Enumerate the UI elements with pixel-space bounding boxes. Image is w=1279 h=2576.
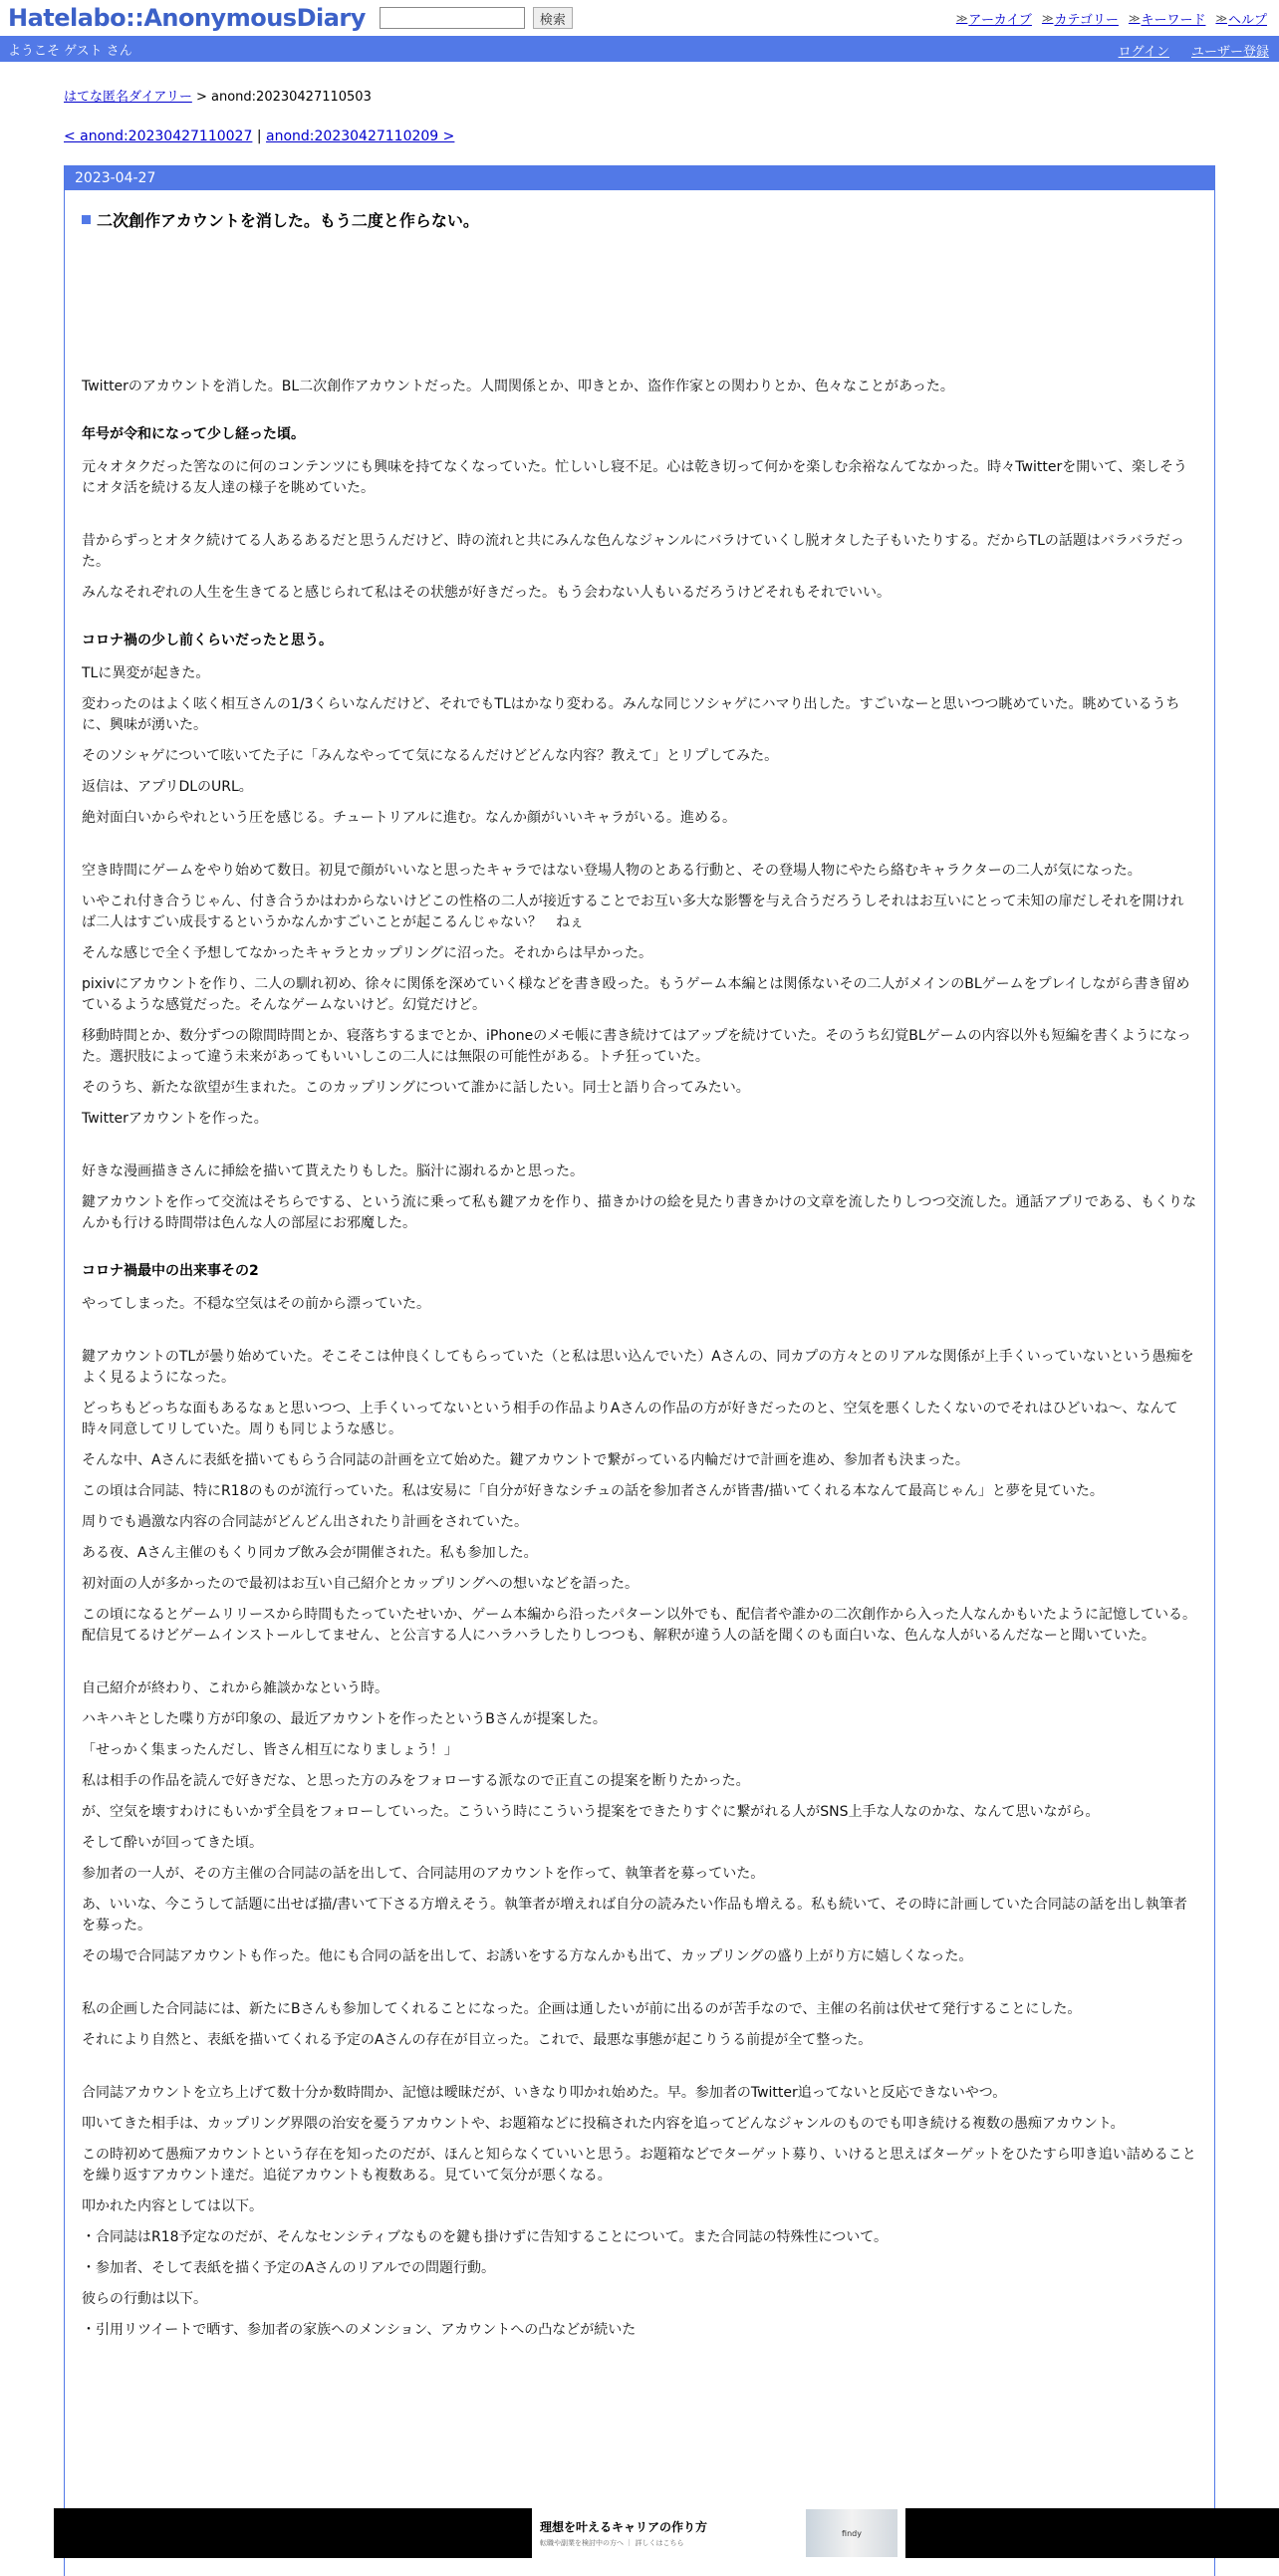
entry-paragraph: そんな中、Aさんに表紙を描いてもらう合同誌の計画を立て始めた。鍵アカウントで繋がっている内輪だけで計画を進め、参加者も決まった。 bbox=[82, 1452, 969, 1468]
nav-keyword-label: キーワード bbox=[1141, 13, 1206, 28]
chevron-right-icon: ≫ bbox=[1041, 12, 1054, 25]
paragraph-gap bbox=[82, 1325, 1196, 1347]
entry-body bbox=[82, 377, 1196, 2341]
nav-keyword-link[interactable] bbox=[1129, 9, 1206, 28]
breadcrumb-current: anond:20230427110503 bbox=[211, 90, 372, 105]
entry bbox=[65, 190, 1214, 2341]
entry-section-heading: 年号が令和になって少し経った頃。 bbox=[82, 426, 305, 442]
entry-paragraph: 参加者の一人が、その方主催の合同誌の話を出して、合同誌用のアカウントを作って、執筆者を募っていた。 bbox=[82, 1866, 765, 1882]
entry-paragraph: みんなそれぞれの人生を生きてると感じられて私はその状態が好きだった。もう会わない人もいるだろうけどそれもそれでいい。 bbox=[82, 585, 891, 601]
nav-archive-label: アーカイブ bbox=[968, 13, 1032, 28]
user-bar bbox=[0, 36, 1279, 62]
user-links bbox=[1119, 41, 1269, 60]
entry-paragraph: そんな感じで全く予想してなかったキャラとカップリングに沼った。それからは早かった。 bbox=[82, 945, 653, 961]
ad-photo-label: findy bbox=[842, 2528, 862, 2538]
entry-paragraph: いやこれ付き合うじゃん、付き合うかはわからないけどこの性格の二人が接近することでお互い多大な影響を与え合うだろうしそれはお互いにとって未知の扉だしそれを開ければ二人はすごい成長するというかなんかすごいことが起こるんじゃない？ ねぇ bbox=[82, 894, 1184, 930]
paragraph-gap bbox=[82, 509, 1196, 531]
entry-section-heading: コロナ禍最中の出来事その2 bbox=[82, 1263, 259, 1279]
entry-paragraph: 彼らの行動は以下。 bbox=[82, 2291, 207, 2307]
entry-paragraph: 返信は、アプリDLのURL。 bbox=[82, 779, 253, 795]
entry-paragraph: 初対面の人が多かったので最初はお互い自己紹介とカップリングへの想いなどを語った。 bbox=[82, 1576, 640, 1592]
entry-paragraph: 周りでも過激な内容の合同誌がどんどん出されたり計画をされていた。 bbox=[82, 1514, 528, 1530]
entry-paragraph: 空き時間にゲームをやり始めて数日。初見で顔がいいなと思ったキャラではない登場人物のとある行動と、その登場人物にやたら絡むキャラクターの二人が気になった。 bbox=[82, 863, 1142, 879]
entry-paragraph: ・合同誌はR18予定なのだが、そんなセンシティブなものを鍵も掛けずに告知することについて。また合同誌の特殊性について。 bbox=[82, 2229, 888, 2245]
register-link[interactable]: ユーザー登録 bbox=[1190, 45, 1269, 60]
paragraph-gap bbox=[82, 1657, 1196, 1678]
entry-permalink-square-icon[interactable] bbox=[82, 215, 91, 224]
ad-text bbox=[540, 2518, 806, 2548]
chevron-right-icon: ≫ bbox=[1215, 12, 1227, 25]
entry-paragraph: 元々オタクだった筈なのに何のコンテンツにも興味を持てなくなっていた。忙しいし寝不足。心は乾き切って何かを楽しむ余裕なんてなかった。時々Twitterを開いて、楽しそうにオタ活を続ける友人達の様子を眺めていた。 bbox=[82, 459, 1187, 496]
entry-paragraph: pixivにアカウントを作り、二人の馴れ初め、徐々に関係を深めていく様などを書き殴った。もうゲーム本編とは関係ないその二人がメインのBLゲームをプレイしながら書き留めているような感覚だった。そんなゲームないけど。幻覚だけど。 bbox=[82, 976, 1190, 1013]
breadcrumb-home-link[interactable]: はてな匿名ダイアリー bbox=[64, 90, 192, 105]
top-nav bbox=[956, 9, 1267, 28]
nav-category-link[interactable] bbox=[1042, 9, 1119, 28]
entry-paragraph: ・参加者、そして表紙を描く予定のAさんのリアルでの問題行動。 bbox=[82, 2260, 496, 2276]
welcome-text: ようこそ ゲスト さん bbox=[8, 43, 132, 59]
entry-paragraph: ・引用リツイートで晒す、参加者の家族へのメンション、アカウントへの凸などが続いた bbox=[82, 2322, 637, 2338]
prev-entry-link[interactable]: < anond:20230427110027 bbox=[64, 129, 253, 144]
entry-paragraph: ハキハキとした喋り方が印象の、最近アカウントを作ったというBさんが提案した。 bbox=[82, 1711, 607, 1727]
chevron-right-icon: ≫ bbox=[1128, 12, 1141, 25]
entry-title-text: 二次創作アカウントを消した。もう二度と作らない。 bbox=[97, 211, 479, 230]
top-header bbox=[0, 0, 1279, 36]
ad-banner[interactable] bbox=[532, 2508, 905, 2558]
ad-subtitle: 転職や副業を検討中の方へ ｜ 詳しくはこちら bbox=[540, 2539, 684, 2547]
entry-paragraph: 移動時間とか、数分ずつの隙間時間とか、寝落ちするまでとか、iPhoneのメモ帳に書き続けてはアップを続けていた。そのうち幻覚BLゲームの内容以外も短編を書くようになった。選択肢によって違う未来があってもいいしこの二人には無限の可能性がある。トチ狂っていた。 bbox=[82, 1028, 1191, 1065]
entry-paragraph: 昔からずっとオタク続けてる人あるあるだと思うんだけど、時の流れと共にみんな色んなジャンルにバラけていくし脱オタした子もいたりする。だからTLの話題はバラバラだった。 bbox=[82, 533, 1184, 570]
breadcrumb-separator: > bbox=[191, 90, 212, 105]
entry-paragraph: 合同誌アカウントを立ち上げて数十分か数時間か、記憶は曖昧だが、いきなり叩かれ始めた。早。参加者のTwitter追ってないと反応できないやつ。 bbox=[82, 2085, 1007, 2101]
login-link[interactable]: ログイン bbox=[1118, 45, 1169, 60]
entry-paragraph: Twitterのアカウントを消した。BL二次創作アカウントだった。人間関係とか、叩きとか、盗作作家との関わりとか、色々なことがあった。 bbox=[82, 379, 954, 394]
site-logo[interactable]: Hatelabo::AnonymousDiary bbox=[8, 4, 366, 32]
entry-paragraph: 好きな漫画描きさんに挿絵を描いて貰えたりもした。脳汁に溺れるかと思った。 bbox=[82, 1163, 584, 1179]
entry-paragraph: あ、いいな、今こうして話題に出せば描/書いて下さる方増えそう。執筆者が増えれば自分の読みたい作品も増える。私も続いて、その時に計画していた合同誌の話を出し執筆者を募った。 bbox=[82, 1897, 1187, 1933]
entry-title bbox=[82, 208, 1196, 231]
next-entry-link[interactable]: anond:20230427110209 > bbox=[266, 129, 455, 144]
paragraph-gap bbox=[82, 1977, 1196, 1999]
entry-paragraph: この頃は合同誌、特にR18のものが流行っていた。私は安易に「自分が好きなシチュの話を参加者さんが皆書/描いてくれる本なんて最高じゃん」と夢を見ていた。 bbox=[82, 1483, 1104, 1499]
paragraph-gap bbox=[82, 839, 1196, 861]
nav-help-link[interactable] bbox=[1215, 9, 1267, 28]
chevron-right-icon: ≫ bbox=[955, 12, 968, 25]
entry-paragraph: 鍵アカウントを作って交流はそちらでする、という流に乗って私も鍵アカを作り、描きかけの絵を見たり書きかけの文章を流したりしつつ交流した。通話アプリである、もくりなんかも行ける時間帯は色んな人の部屋にお邪魔した。 bbox=[82, 1194, 1197, 1231]
entry-paragraph: 絶対面白いからやれという圧を感じる。チュートリアルに進む。なんか顔がいいキャラがいる。進める。 bbox=[82, 810, 737, 826]
search-button[interactable]: 検索 bbox=[533, 7, 573, 29]
entry-paragraph: Twitterアカウントを作った。 bbox=[82, 1111, 268, 1127]
main-content bbox=[0, 86, 1279, 2576]
entry-paragraph: この頃になるとゲームリリースから時間もたっていたせいか、ゲーム本編から沿ったパターン以外でも、配信者や誰かの二次創作から入った人なんかもいたように記憶している。配信見てるけどゲームインストールしてません、と公言する人にハラハラしたりしつつも、解釈が違う人の話を聞くのも面白いな、色んな人がいるんだなーと聞いていた。 bbox=[82, 1607, 1197, 1644]
entry-paragraph: が、空気を壊すわけにもいかず全員をフォローしていった。こういう時にこういう提案をできたりすぐに繋がれる人がSNS上手な人なのかな、なんて思いながら。 bbox=[82, 1804, 1100, 1820]
search-input[interactable] bbox=[380, 7, 525, 29]
entry-pager bbox=[64, 129, 1215, 144]
day-section bbox=[64, 165, 1215, 2576]
entry-paragraph: そして酔いが回ってきた頃。 bbox=[82, 1835, 263, 1851]
entry-paragraph: やってしまった。不穏な空気はその前から漂っていた。 bbox=[82, 1296, 430, 1312]
entry-paragraph: 「せっかく集まったんだし、皆さん相互になりましょう！」 bbox=[82, 1742, 458, 1758]
entry-paragraph: TLに異変が起きた。 bbox=[82, 665, 210, 681]
nav-help-label: ヘルプ bbox=[1227, 13, 1267, 28]
entry-paragraph: 変わったのはよく呟く相互さんの1/3くらいなんだけど、それでもTLはかなり変わる。みんな同じソシャゲにハマり出した。すごいなーと思いつつ眺めていた。眺めているうちに、興味が湧いた。 bbox=[82, 696, 1180, 733]
entry-paragraph: そのソシャゲについて呟いてた子に「みんなやってて気になるんだけどどんな内容？教えて」とリプしてみた。 bbox=[82, 748, 779, 764]
entry-paragraph: その場で合同誌アカウントも作った。他にも合同の話を出して、お誘いをする方なんかも出て、カップリングの盛り上がり方に嬉しくなった。 bbox=[82, 1948, 973, 1964]
entry-paragraph: それにより自然と、表紙を描いてくれる予定のAさんの存在が目立った。これで、最悪な事態が起こりうる前提が全て整った。 bbox=[82, 2032, 873, 2048]
entry-paragraph: どっちもどっちな面もあるなぁと思いつつ、上手くいってないという相手の作品よりAさんの作品の方が好きだったのと、空気を悪くしたくないのでそれはひどいね〜、なんて時々同意してリしていた。周りも同じような感じ。 bbox=[82, 1401, 1178, 1437]
breadcrumb bbox=[64, 86, 1215, 105]
entry-paragraph: 私の企画した合同誌には、新たにBさんも参加してくれることになった。企画は通したいが前に出るのが苦手なので、主催の名前は伏せて発行することにした。 bbox=[82, 2001, 1082, 2017]
paragraph-gap bbox=[82, 1140, 1196, 1161]
ad-title: 理想を叶えるキャリアの作り方 bbox=[540, 2520, 708, 2534]
pager-separator: | bbox=[252, 129, 267, 144]
entry-paragraph: 叩いてきた相手は、カップリング界隈の治安を憂うアカウントや、お題箱などに投稿された内容を追ってどんなジャンルのものでも叩き続ける複数の愚痴アカウント。 bbox=[82, 2116, 1125, 2132]
day-date: 2023-04-27 bbox=[65, 166, 1214, 190]
entry-paragraph: 自己紹介が終わり、これから雑談かなという時。 bbox=[82, 1680, 388, 1696]
entry-paragraph: 叩かれた内容としては以下。 bbox=[82, 2198, 263, 2214]
entry-section-heading: コロナ禍の少し前くらいだったと思う。 bbox=[82, 633, 333, 648]
nav-archive-link[interactable] bbox=[956, 9, 1032, 28]
entry-paragraph: 鍵アカウントのTLが曇り始めていた。そこそこは仲良くしてもらっていた（と私は思い込んでいた）Aさんの、同カプの方々とのリアルな関係が上手くいっていないという愚痴をよく見るようになった。 bbox=[82, 1349, 1194, 1386]
entry-paragraph: ある夜、Aさん主催のもくり同カプ飲み会が開催された。私も参加した。 bbox=[82, 1545, 538, 1561]
ad-photo bbox=[806, 2509, 897, 2557]
ad-bar bbox=[54, 2508, 1279, 2558]
nav-category-label: カテゴリー bbox=[1054, 13, 1119, 28]
entry-paragraph: そのうち、新たな欲望が生まれた。このカップリングについて誰かに話したい。同士と語り合ってみたい。 bbox=[82, 1080, 750, 1096]
entry-paragraph: 私は相手の作品を読んで好きだな、と思った方のみをフォローする派なので正直この提案を断りたかった。 bbox=[82, 1773, 750, 1789]
paragraph-gap bbox=[82, 2061, 1196, 2083]
entry-paragraph: この時初めて愚痴アカウントという存在を知ったのだが、ほんと知らなくていいと思う。お題箱などでターゲット募り、いけると思えばターゲットをひたすら叩き追い詰めることを繰り返すアカウント達だ。追従アカウントも複数ある。見ていて気分が悪くなる。 bbox=[82, 2147, 1196, 2184]
